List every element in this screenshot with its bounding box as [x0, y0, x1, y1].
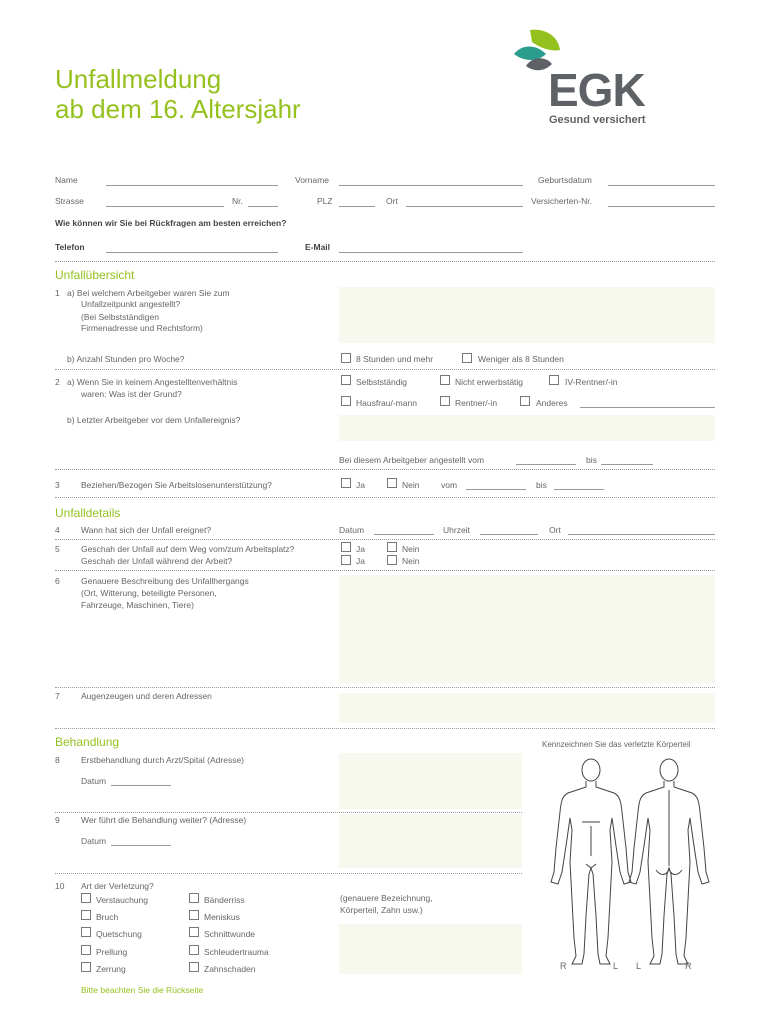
q10-schleudertrauma-checkbox[interactable] — [189, 945, 199, 955]
versicherten-nr-label: Versicherten-Nr. — [531, 196, 592, 206]
geburtsdatum-label: Geburtsdatum — [538, 175, 592, 185]
q2-rentner-checkbox[interactable] — [440, 396, 450, 406]
q2-selbst-checkbox[interactable] — [341, 375, 351, 385]
q3-text: Beziehen/Bezogen Sie Arbeitslosenunterstützung? — [81, 480, 272, 490]
body-front-right-label: R — [560, 961, 567, 971]
ort-field[interactable] — [406, 206, 523, 207]
q1b-less-label: Weniger als 8 Stunden — [478, 354, 564, 364]
q4-uhrzeit-label: Uhrzeit — [443, 525, 470, 535]
q10-number: 10 — [55, 881, 65, 891]
logo-text: EGK — [548, 64, 645, 116]
q5-way-ja-label: Ja — [356, 544, 365, 554]
q2-employed-since-label: Bei diesem Arbeitgeber angestellt vom — [339, 455, 485, 465]
telefon-field[interactable] — [106, 252, 278, 253]
divider — [55, 261, 715, 262]
nr-field[interactable] — [248, 206, 278, 207]
q1a-line2: Unfallzeitpunkt angestellt? — [81, 299, 181, 309]
q10-baenderriss-checkbox[interactable] — [189, 893, 199, 903]
q2-bis-label: bis — [586, 455, 597, 465]
q1a-answer-box[interactable] — [339, 287, 715, 343]
footer-hint: Bitte beachten Sie die Rückseite — [81, 985, 204, 995]
q7-answer-box[interactable] — [339, 693, 715, 723]
contact-question: Wie können wir Sie bei Rückfragen am besten erreichen? — [55, 218, 287, 228]
q4-number: 4 — [55, 525, 60, 535]
form-title-line1: Unfallmeldung — [55, 64, 222, 94]
q5-way-nein-checkbox[interactable] — [387, 542, 397, 552]
q2-selbst-label: Selbstständig — [356, 377, 408, 387]
q2b-text: b) Letzter Arbeitgeber vor dem Unfallereignis? — [67, 415, 241, 425]
geburtsdatum-field[interactable] — [608, 185, 715, 186]
body-chart-instruction: Kennzeichnen Sie das verletzte Körperteil — [542, 740, 691, 749]
body-back-right-label: R — [685, 961, 692, 971]
body-chart[interactable] — [548, 756, 718, 974]
body-front-left-label: L — [613, 961, 619, 971]
q6-line1: Genauere Beschreibung des Unfallhergangs — [81, 576, 249, 586]
q10-detail-line2: Körperteil, Zahn usw.) — [340, 905, 423, 915]
q10-baenderriss-label: Bänderriss — [204, 895, 245, 905]
divider — [55, 539, 715, 540]
q1b-text: b) Anzahl Stunden pro Woche? — [67, 354, 185, 364]
q1a-line3: (Bei Selbstständigen — [81, 312, 159, 322]
q7-number: 7 — [55, 691, 60, 701]
telefon-label: Telefon — [55, 242, 85, 252]
plz-field[interactable] — [339, 206, 375, 207]
form-title-line2: ab dem 16. Altersjahr — [55, 94, 301, 124]
q5-line1: Geschah der Unfall auf dem Weg vom/zum Arbeitsplatz? — [81, 544, 295, 554]
q3-bis-label: bis — [536, 480, 547, 490]
q2-anderes-field[interactable] — [580, 407, 715, 408]
q4-uhrzeit-field[interactable] — [480, 534, 538, 535]
q10-answer-box[interactable] — [339, 924, 522, 974]
q10-quetschung-checkbox[interactable] — [81, 927, 91, 937]
nr-label: Nr. — [232, 196, 243, 206]
divider — [55, 812, 522, 813]
divider — [55, 728, 715, 729]
q2-nicht-checkbox[interactable] — [440, 375, 450, 385]
q10-meniskus-checkbox[interactable] — [189, 910, 199, 920]
body-back-left-label: L — [636, 961, 642, 971]
versicherten-nr-field[interactable] — [608, 206, 715, 207]
q2a-line2: waren: Was ist der Grund? — [81, 389, 182, 399]
name-field[interactable] — [106, 185, 278, 186]
q2-anderes-label: Anderes — [536, 398, 568, 408]
q2-rentner-label: Rentner/-in — [455, 398, 498, 408]
divider — [55, 497, 715, 498]
q10-prellung-label: Prellung — [96, 947, 128, 957]
ort-label: Ort — [386, 196, 398, 206]
q5-work-nein-checkbox[interactable] — [387, 555, 397, 565]
logo-tagline: Gesund versichert — [549, 114, 646, 126]
q3-vom-field[interactable] — [466, 489, 526, 490]
q2-haus-label: Hausfrau/-mann — [356, 398, 417, 408]
q6-line2: (Ort, Witterung, beteiligte Personen, — [81, 588, 217, 598]
vorname-field[interactable] — [339, 185, 523, 186]
strasse-field[interactable] — [106, 206, 224, 207]
q3-nein-checkbox[interactable] — [387, 478, 397, 488]
q3-ja-label: Ja — [356, 480, 365, 490]
q1-number: 1 — [55, 288, 60, 298]
q10-verstauchung-checkbox[interactable] — [81, 893, 91, 903]
q6-number: 6 — [55, 576, 60, 586]
section-behandlung: Behandlung — [55, 735, 120, 749]
q2-iv-label: IV-Rentner/-in — [565, 377, 618, 387]
q2b-answer-box[interactable] — [339, 415, 715, 441]
q9-datum-label: Datum — [81, 836, 107, 846]
q9-answer-box[interactable] — [339, 814, 522, 868]
q1a-line1: a) Bei welchem Arbeitgeber waren Sie zum — [67, 288, 230, 298]
q10-bruch-label: Bruch — [96, 912, 119, 922]
q2-iv-checkbox[interactable] — [549, 375, 559, 385]
q5-way-ja-checkbox[interactable] — [341, 542, 351, 552]
body-front-figure — [551, 759, 631, 964]
q3-ja-checkbox[interactable] — [341, 478, 351, 488]
q4-ort-field[interactable] — [568, 534, 715, 535]
q10-zerrung-label: Zerrung — [96, 964, 126, 974]
q1b-more-checkbox[interactable] — [341, 353, 351, 363]
body-back-figure — [629, 759, 709, 964]
q2-anderes-checkbox[interactable] — [520, 396, 530, 406]
plz-label: PLZ — [317, 196, 333, 206]
q8-datum-label: Datum — [81, 776, 107, 786]
q10-zahnschaden-checkbox[interactable] — [189, 962, 199, 972]
q4-datum-field[interactable] — [374, 534, 434, 535]
q10-schnittwunde-label: Schnittwunde — [204, 929, 256, 939]
vorname-label: Vorname — [295, 175, 330, 185]
q8-text: Erstbehandlung durch Arzt/Spital (Adresse) — [81, 755, 245, 765]
name-label: Name — [55, 175, 78, 185]
q5-work-nein-label: Nein — [402, 556, 420, 566]
q6-line3: Fahrzeuge, Maschinen, Tiere) — [81, 600, 194, 610]
q5-work-ja-checkbox[interactable] — [341, 555, 351, 565]
q10-quetschung-label: Quetschung — [96, 929, 142, 939]
divider — [55, 369, 715, 370]
q2-employed-from-field[interactable] — [516, 464, 576, 465]
q6-answer-box[interactable] — [339, 575, 715, 683]
q2-haus-checkbox[interactable] — [341, 396, 351, 406]
q10-detail-line1: (genauere Bezeichnung, — [340, 893, 433, 903]
q9-number: 9 — [55, 815, 60, 825]
q10-text: Art der Verletzung? — [81, 881, 154, 891]
email-field[interactable] — [339, 252, 523, 253]
q3-nein-label: Nein — [402, 480, 420, 490]
q10-verstauchung-label: Verstauchung — [96, 895, 148, 905]
q10-bruch-checkbox[interactable] — [81, 910, 91, 920]
q10-zahnschaden-label: Zahnschaden — [204, 964, 256, 974]
divider — [55, 873, 522, 874]
form-title — [55, 64, 301, 124]
divider — [55, 570, 715, 571]
q9-text: Wer führt die Behandlung weiter? (Adresse) — [81, 815, 247, 825]
q10-schleudertrauma-label: Schleudertrauma — [204, 947, 269, 957]
q5-way-nein-label: Nein — [402, 544, 420, 554]
q1b-more-label: 8 Stunden und mehr — [356, 354, 434, 364]
divider — [55, 469, 715, 470]
q4-ort-label: Ort — [549, 525, 561, 535]
q7-text: Augenzeugen und deren Adressen — [81, 691, 212, 701]
q10-schnittwunde-checkbox[interactable] — [189, 927, 199, 937]
q10-meniskus-label: Meniskus — [204, 912, 240, 922]
q3-number: 3 — [55, 480, 60, 490]
q3-bis-field[interactable] — [554, 489, 604, 490]
q4-datum-label: Datum — [339, 525, 365, 535]
q10-zerrung-checkbox[interactable] — [81, 962, 91, 972]
q9-datum-field[interactable] — [111, 845, 171, 846]
q8-number: 8 — [55, 755, 60, 765]
q8-datum-field[interactable] — [111, 785, 171, 786]
q2-nicht-label: Nicht erwerbstätig — [455, 377, 524, 387]
q2a-line1: a) Wenn Sie in keinem Angestelltenverhältnis — [67, 377, 238, 387]
q5-number: 5 — [55, 544, 60, 554]
q5-line2: Geschah der Unfall während der Arbeit? — [81, 556, 233, 566]
q10-prellung-checkbox[interactable] — [81, 945, 91, 955]
q4-text: Wann hat sich der Unfall ereignet? — [81, 525, 212, 535]
divider — [55, 687, 715, 688]
q2-number: 2 — [55, 377, 60, 387]
section-unfalldetails: Unfalldetails — [55, 506, 121, 520]
q1b-less-checkbox[interactable] — [462, 353, 472, 363]
q2-employed-to-field[interactable] — [601, 464, 653, 465]
q8-answer-box[interactable] — [339, 753, 522, 809]
q3-vom-label: vom — [441, 480, 458, 490]
q1a-line4: Firmenadresse und Rechtsform) — [81, 323, 203, 333]
strasse-label: Strasse — [55, 196, 84, 206]
section-unfalluebersicht: Unfallübersicht — [55, 268, 135, 282]
q5-work-ja-label: Ja — [356, 556, 365, 566]
email-label: E-Mail — [305, 242, 331, 252]
